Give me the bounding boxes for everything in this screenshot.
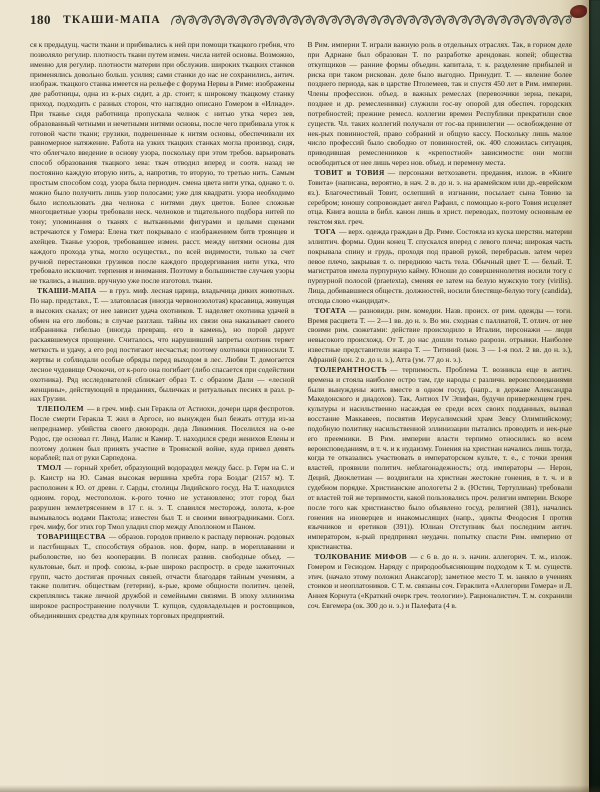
entry-body: ся к предыдущ. части ткани и прибивались к ней при помощи ткацкого гребня, что позволяло регулир. плотность ткани путем измен. числа нитей основы. Возможно, именно для регулир. плотности материи при обслужив. широких ткацких станков применялись довольно больш. усилия; сами станки до нас не сохранились, антич. изображ. ткацкого станка имеется на рельефе с форума Нервы в Риме: изображены две работницы, одна из к-рых сидит, а др. стоит; к широкому ткацкому станку приход. подходить с разных сторон, что наглядно описано Гомером в «Илиаде». При тканье сидя работница пропускала челнок с нитью утка через зев, образованный четными и нечетными нитями основы, после чего прибивала уток к готовой части ткани; грузики, подвешенные к нитям основы, обеспечивали их равномерное натяжение. Работа на узких ткацких станках могла производ. сидя, что облегчало введение в основу узора, поскольку при этом требов. варьировать способ образования ткацкого зева: ткач отводил вперед и соотв. назад не постоянно каждую вторую нить, а, напротив, то вторую, то третью нить. Самым простым способом созд. узора была периодич. смена цвета нити утка, однако т. о. можно было получить лишь узор полосами; уже для квадратн. узора необходимо было использовать два челнока с нитями двух цветов. Более сложные многоцветные узоры требовали неск. челноков и тщательного подбора нитей по тону; упоминания о тканях с вытканными фигурами и целыми сценами встречаются у Гомера: Елена ткет покрывало с изображением битв троянцев и ахейцев. Тканье узоров, требовавшее измен. расст. между нитями основы для каждого прохода утка, могло осуществл., по всей видимости, только за счет ручной перестановки грузиков после каждого продергивания нити утка, что требовало исключит. терпения и внимания. Поэтому в большинстве случаев узоры не ткались, а вышив. вручную уже после изготовл. ткани. (30, 40, 295, 286)
entry-body: — образов. городов привело к распаду первонач. родовых и пастбищных Т., способствуя образов. нов. форм, напр. в мореплавании и рыболовстве, но без кооперации. В полисах развив. свободные объед. — культовые, быт. и проф. союзы, к-рые широко распростр. в среде зажиточных групп, часто достигая прочных связей, отчасти благодаря тайным учениям, а также политич. обществам (гетерии), к-рые, кроме общности политич. целей, скреплялись также личной дружбой и семейными связями. В эпоху эллинизма широкое распространение получили Т. купцов, судовладельцев и ростовщиков, объединявших средства для крупных торговых предприятий. (30, 532, 295, 620)
entry-body: — верх. одежда граждан в Др. Риме. Состояла из куска шерстян. материи эллиптич. формы. Один конец Т. спускался вперед с левого плеча; широкая часть покрывала спину и грудь, проходя под правой рукой, перебрасыв. затем через левое плечо, закрывая т. о. переднюю часть тела. Обычный цвет Т. — белый. Т. магистратов имела пурпурную кайму. Юноши до совершеннолетия носили тогу с пурпурной полосой (praetexta), сменяя ее затем на белую мужскую тогу (virilis). Лица, добивавшиеся обществ. должностей, носили блестяще-белую тогу (candida), отсюда слово «кандидат». (307, 227, 572, 305)
right-column (308, 40, 573, 786)
book-edge (589, 0, 600, 792)
dictionary-entry-tlepolem (30, 404, 295, 463)
dictionary-entry-tkashi-mapa (30, 286, 295, 404)
entry-headword: ТОЛЕРАНТНОСТЬ (314, 364, 388, 374)
dictionary-entry-toga (308, 227, 573, 306)
entry-headword: ТОВИТ и ТОВИЯ (314, 167, 385, 177)
entry-body: В Рим. империи Т. играли важную роль в отдельных отраслях. Так, в горном деле при Адриане был образован Т. по разработке арендован. копей; общества откупщиков — ранние формы объедин. капитала, т. к. разделение прибылей и риска при таком рискован. деле было выгодно. Принудит. Т. — явление более позднего периода, как в царстве Птолемеев, так и спустя 450 лет в Рим. империи. Члены профессион. объед. в важных ремеслах (перевозчики зерна, пекари, позднее и др. ремесленники) служили гос-ву опорой для обеспеч. городских потребностей; прежние ремесл. коллегии времен Республики прекратили свое существ. Чл. таких коллегий получали от гос-ва привилегии — освобождение от нек-рых повинностей, право собраний и общую кассу. Поскольку лишь малое число профессий было свободно от повинностей, ок. 400 сложилась ситуация, приводившая ремесленников к «крепостной» зависимости: они могли освободиться от нее лишь через нов. объед. и перемену места. (307, 40, 572, 168)
dictionary-entry-tmol (30, 463, 295, 532)
text-columns (30, 40, 572, 786)
entry-body: — в греч. миф. сын Геракла от Астиохи, дочери царя феспротов. После смерти Геракла Т. жил в Аргосе, но вынужден был бежать оттуда из-за непреднамер. убийства своего двоюродн. деда Ликимния. Поселился на о-ве Родос, где основал гг. Линд, Иалис и Камир. Т. находился среди женихов Елены и поэтому должен был принять участие в Троянской войне, куда привел девять кораблей; пал от руки Сарпедона. (30, 404, 295, 463)
entry-headword: ТОГАТА (314, 305, 347, 315)
dictionary-entry-togata (308, 306, 573, 365)
entry-body: — горный хребет, образующий водораздел между басс. р. Герм на С. и р. Каистр на Ю. Самая высокая вершина хребта гора Боздаг (2157 м). Т. расположен к Ю. от древн. г. Сарды, столицы Лидийского госуд. На Т. находился одноим. город, местополож. к-рого точно не установлено; этот город был разрушен землетрясением в 17 г. н. э. Т. славился месторожд. золота, к-рое вымывалось водами Пактола; известен был Т. и своими виноградниками. Согл. греч. мифу, бог этих гор Тмол уладил спор между Аполлоном и Паном. (30, 463, 295, 532)
page-header (30, 11, 572, 29)
dictionary-entry-tovarishchestva (30, 532, 295, 621)
entry-body: — в груз. миф. лесная царица, владычица диких животных. По нар. представл., Т. — златовласая (иногда червонозолотая) красавица, живущая в высоких скалах; от нее зависит удача охотников. Т. наделяет охотника удачей в обмен на его любовь; в случае разглаш. тайны их связи она наказывает своего избранника гибелью (иногда превращ. его в камень), но порой дарует раскаявшемуся прощение. Считалось, что нарушивший запреты охотник теряет меткость и удачу, а его род постигают несчастья; поэтому охотники приносили Т. жертвы и соблюдали особые обряды перед выходом в лес. Любви Т. домогается лесное чудовище Очокочи, от к-рого она погибает (либо спасается при содействии охотника). Ряд исследователей сближает образ Т. с образом Дали — «лесной женщины», действующей в преданиях, быличках и ритуальных песнях в разл. р-нах Грузии. (30, 286, 295, 404)
dictionary-entry-tolkovanie-mifov (308, 552, 573, 611)
dictionary-entry-tolerantnost (308, 365, 573, 552)
bottom-page-shadow (0, 785, 600, 792)
entry-body: — персонажи ветхозаветн. предания, излож. в «Книге Товита» (написана, вероятно, в нач. 2 в. до н. э. на арамейском или др.-еврейском яз.). Благочестивый Товит, ослепший в изгнании, посылает сына Товию за серебром; юношу сопровождает ангел Рафаил, с помощью к-рого Товия исцеляет отца. Книга вошла в библ. канон лишь в христ. переводах, поэтому основным ее текстом явл. греч. (307, 167, 572, 227)
entry-body: — терпимость. Проблема Т. возникла еще в антич. времена и стояла наиболее остро там, где народы с различн. вероисповеданиями были вынуждены жить вместе в одном госуд. (напр., в державе Александра Македонского и диадохов). Так, Антиох IV Эпифан, будучи приверженцем греч. культуры и насильственно насаждая ее среди всех своих подданных, вызвал восстание Маккавеев, посвятив Иерусалимский храм Зевсу Олимпийскому; подобную политику насильственной эллинизации пытались проводить и нек-рые его преемники. В Рим. империи власти терпимо относились ко всем вероисповеданиям, в т. ч. и к иудаизму. Гонения на христиан начались лишь тогда, когда те отказались участвовать в императорском культе, т. е., с точки зрения властей, проявили политич. неблагонадежность; отд. императоры — Нерон, Деций, Диоклетиан — воздвигали на христиан жестокие гонения, в т. ч. и в судебном порядке. Христианские апологеты 2 в. (Юстин, Тертуллиан) требовали от властей той же терпимости, какой пользовались проч. религии империи. Вскоре после того как христианство было объявлено госуд. религией (381), начались гонения на иноверцев и инакомыслящих (напр., эдикты Феодосия I против язычников и еретиков (391)). Юлиан Отступник был последним антич. императором, к-рый предпринял неудачн. попытку спасти Рим. империю от христианства. (307, 364, 572, 552)
entry-headword: ТЛЕПОЛЕМ (37, 404, 84, 414)
entry-headword: ТОВАРИЩЕСТВА (37, 532, 106, 542)
dictionary-entry-continuation (308, 40, 573, 168)
wave-scroll-ornament-icon (171, 14, 572, 26)
left-column (30, 40, 295, 786)
dictionary-entry-continuation (30, 40, 295, 286)
entry-headword: ТКАШИ-МАПА (37, 286, 97, 296)
entry-body: — с 6 в. до н. э. начин. аллегорич. Т. м., излож. Гомером и Гесиодом. Наряду с природообъясняющим подходом к Т. м. существ. этич. (начало этому положил Анаксагор); заметное место Т. м. заняло в учениях стоиков и неоплатоников. С Т. м. связаны соч. Гераклита «Аллегории Гомера» и Л. Аннея Корнута («Краткий очерк греч. теологии»). Рационалистич. Т. м. сохранили соч. Евгемера (ок. 300 до н. э.) и Палефата (4 в. (307, 551, 572, 611)
entry-body: — разновидн. рим. комедии. Назв. происх. от рим. одежды — тоги. Время расцвета Т. — 2—1 вв. до н. э. Во мн. сходная с паллиатой, Т. отлич. от нее своими рим. сюжетами: действие происходило в Италии, персонажи — люди невысокого происхожд. От Т. до нас дошли только разрозн. отрывки. Наиболее известные представители жанра Т. — Титиний (кон. 3 — 1-я пол. 2 вв. до н. э.), Афраний (кон. 2 в. до н. э.), Атта (ум. 77 до н. э.). (307, 305, 572, 364)
entry-headword: ТМОЛ (37, 463, 62, 473)
dictionary-entry-tovit-i-toviya (308, 168, 573, 227)
entry-headword: ТОГА (314, 227, 337, 237)
page-curve-shadow (580, 0, 589, 792)
entry-headword: ТОЛКОВАНИЕ МИФОВ (314, 551, 408, 561)
running-title: ТКАШИ-МАПА (63, 14, 161, 26)
page-number: 180 (30, 12, 51, 27)
